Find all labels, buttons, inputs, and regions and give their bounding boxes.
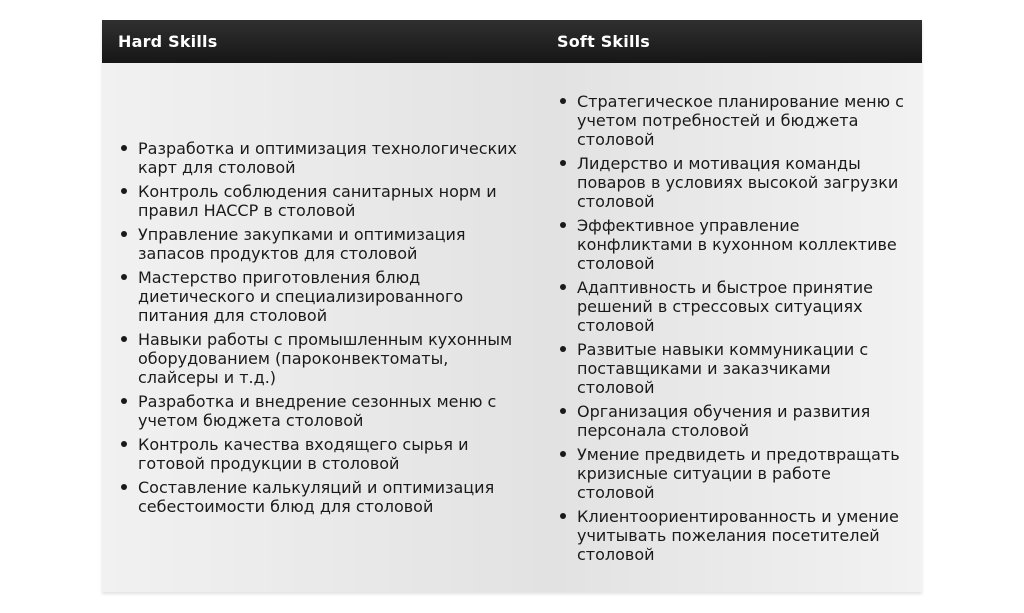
list-item-text: Адаптивность и быстрое принятие решений в стрессовых ситуациях столовой xyxy=(577,277,873,335)
list-item-text: Разработка и внедрение сезонных меню с учетом бюджета столовой xyxy=(138,392,497,430)
soft-skills-header: Soft Skills xyxy=(557,32,651,51)
list-item-text: Стратегическое планирование меню с учетом потребностей и бюджета столовой xyxy=(577,91,904,149)
bullet-icon xyxy=(560,160,566,166)
hard-skills-header: Hard Skills xyxy=(118,32,218,51)
bullet-icon xyxy=(560,408,566,414)
list-item-text: Лидерство и мотивация команды поваров в условиях высокой загрузки столовой xyxy=(577,153,899,211)
list-item xyxy=(557,445,907,502)
hard-skills-column xyxy=(118,63,528,592)
list-item xyxy=(118,139,528,177)
list-item-text: Составление калькуляций и оптимизация себестоимости блюд для столовой xyxy=(138,478,495,516)
list-item-text: Контроль качества входящего сырья и готовой продукции в столовой xyxy=(138,435,469,473)
bullet-icon xyxy=(121,441,127,447)
bullet-icon xyxy=(560,284,566,290)
list-item xyxy=(557,216,907,273)
list-item xyxy=(118,392,528,430)
bullet-icon xyxy=(121,231,127,237)
list-item xyxy=(557,507,907,564)
bullet-icon xyxy=(560,98,566,104)
soft-skills-column xyxy=(557,63,907,592)
hard-skills-list xyxy=(118,139,528,516)
list-item-text: Разработка и оптимизация технологических карт для столовой xyxy=(138,139,518,177)
bullet-icon xyxy=(560,222,566,228)
list-item xyxy=(118,182,528,220)
list-item xyxy=(557,402,907,440)
soft-skills-list xyxy=(557,92,907,564)
bullet-icon xyxy=(121,398,127,404)
list-item-text: Контроль соблюдения санитарных норм и правил HACCP в столовой xyxy=(138,182,497,220)
list-item-text: Эффективное управление конфликтами в кухонном коллективе столовой xyxy=(577,215,897,273)
bullet-icon xyxy=(121,145,127,151)
table-header xyxy=(102,20,922,63)
list-item-text: Организация обучения и развития персонала столовой xyxy=(577,401,871,440)
bullet-icon xyxy=(560,346,566,352)
list-item-text: Навыки работы с промышленным кухонным оборудованием (пароконвектоматы, слайсеры и т.д.) xyxy=(138,330,513,387)
bullet-icon xyxy=(121,188,127,194)
list-item-text: Управление закупками и оптимизация запасов продуктов для столовой xyxy=(138,225,466,263)
list-item xyxy=(118,225,528,263)
skills-table xyxy=(102,20,922,592)
bullet-icon xyxy=(121,274,127,280)
list-item-text: Умение предвидеть и предотвращать кризисные ситуации в работе столовой xyxy=(577,444,900,502)
list-item xyxy=(118,330,528,387)
bullet-icon xyxy=(121,484,127,490)
list-item xyxy=(557,92,907,149)
bullet-icon xyxy=(121,336,127,342)
list-item-text: Развитые навыки коммуникации с поставщиками и заказчиками столовой xyxy=(577,339,869,397)
bullet-icon xyxy=(560,513,566,519)
list-item xyxy=(557,278,907,335)
list-item xyxy=(118,435,528,473)
list-item xyxy=(557,340,907,397)
list-item xyxy=(557,154,907,211)
list-item-text: Клиентоориентированность и умение учитывать пожелания посетителей столовой xyxy=(577,506,899,564)
list-item xyxy=(118,478,528,516)
list-item xyxy=(118,268,528,325)
list-item-text: Мастерство приготовления блюд диетического и специализированного питания для столовой xyxy=(138,268,464,325)
bullet-icon xyxy=(560,451,566,457)
